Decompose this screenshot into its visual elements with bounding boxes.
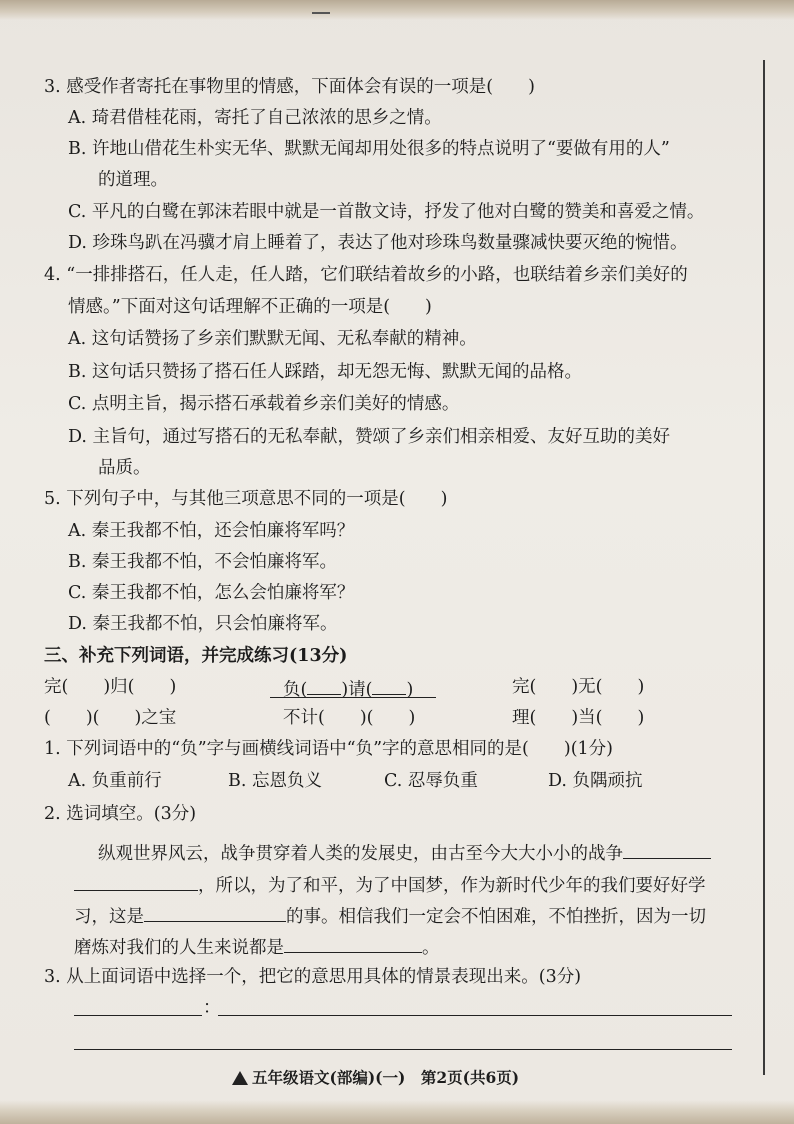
word2-part1: 负( — [283, 680, 308, 700]
sub1-option-c: C. 忍辱负重 — [384, 771, 478, 791]
q4-option-a: A. 这句话赞扬了乡亲们默默无闻、无私奉献的精神。 — [68, 329, 477, 349]
sub2-paragraph-line2 — [74, 872, 706, 897]
q4-option-d: D. 主旨句，通过写搭石的无私奉献，赞颂了乡亲们相亲相爱、友好互助的美好 — [68, 427, 671, 447]
sub2-blank1-end[interactable] — [74, 872, 198, 891]
q4-stem-cont: 情感。”下面对这句话理解不正确的一项是( ) — [68, 297, 432, 317]
q3-option-c: C. 平凡的白鹭在郭沫若眼中就是一首散文诗，抒发了他对白鹭的赞美和喜爱之情。 — [68, 202, 705, 222]
word2-fill1 — [307, 676, 341, 695]
word-blank-6: 理( )当( ) — [512, 708, 645, 728]
sub3-stem: 3. 从上面词语中选择一个，把它的意思用具体的情景表现出来。(3分) — [44, 967, 582, 987]
q3-option-b: B. 许地山借花生朴实无华、默默无闻却用处很多的特点说明了“要做有用的人” — [68, 139, 670, 159]
page-footer — [232, 1066, 519, 1088]
footer-text: 五年级语文(部编)(一) 第2页(共6页) — [252, 1068, 520, 1087]
sub2-blank3[interactable] — [284, 934, 422, 953]
right-border-rule — [763, 60, 765, 1075]
q5-option-a: A. 秦王我都不怕，还会怕廉将军吗？ — [68, 521, 355, 541]
sub1-option-a: A. 负重前行 — [68, 771, 162, 791]
publisher-logo-icon — [232, 1071, 248, 1085]
q5-option-c: C. 秦王我都不怕，怎么会怕廉将军？ — [68, 583, 355, 603]
word-blank-5: 不计( )( ) — [283, 708, 416, 728]
sub3-answer-line1[interactable] — [218, 1015, 732, 1016]
sub2-blank2[interactable] — [144, 903, 286, 922]
sub2-blank1-start[interactable] — [623, 840, 711, 859]
sub3-colon: ： — [203, 998, 221, 1018]
sub2-text2: ，所以，为了和平，为了中国梦，作为新时代少年的我们要好好学 — [198, 876, 706, 896]
word-blank-1: 完( )归( ) — [44, 677, 177, 697]
sub2-stem: 2. 选词填空。(3分) — [44, 804, 197, 824]
page-top-mark — [312, 0, 330, 14]
sub2-text4a: 磨炼对我们的人生来说都是 — [74, 938, 284, 958]
q4-option-c: C. 点明主旨，揭示搭石承载着乡亲们美好的情感。 — [68, 394, 460, 414]
sub2-text3a: 习，这是 — [74, 907, 144, 927]
sub3-answer-line2[interactable] — [74, 1049, 732, 1050]
page-top-edge — [0, 0, 794, 20]
sub2-text1: 纵观世界风云，战争贯穿着人类的发展史，由古至今大大小小的战争 — [98, 844, 623, 864]
sub3-word-line[interactable] — [74, 1015, 202, 1016]
q5-stem: 5. 下列句子中，与其他三项意思不同的一项是( ) — [44, 489, 448, 509]
q5-option-d: D. 秦王我都不怕，只会怕廉将军。 — [68, 614, 338, 634]
q3-option-d: D. 珍珠鸟趴在冯骥才肩上睡着了，表达了他对珍珠鸟数量骤减快要灭绝的惋惜。 — [68, 233, 688, 253]
sub1-option-d: D. 负隅顽抗 — [548, 771, 643, 791]
sub1-stem: 1. 下列词语中的“负”字与画横线词语中“负”字的意思相同的是( )(1分) — [44, 739, 613, 759]
q4-option-b: B. 这句话只赞扬了搭石任人踩踏，却无怨无悔、默默无闻的品格。 — [68, 362, 582, 382]
word-blank-3: 完( )无( ) — [512, 677, 645, 697]
q3-stem: 3. 感受作者寄托在事物里的情感，下面体会有误的一项是( ) — [44, 77, 535, 97]
q5-option-b: B. 秦王我都不怕，不会怕廉将军。 — [68, 552, 337, 572]
q4-stem: 4. “一排排搭石，任人走，任人踏，它们联结着故乡的小路，也联结着乡亲们美好的 — [44, 265, 688, 285]
q3-option-a: A. 琦君借桂花雨，寄托了自己浓浓的思乡之情。 — [68, 108, 442, 128]
page-bottom-edge — [0, 1100, 794, 1124]
sub2-paragraph-line3 — [74, 903, 706, 928]
word2-fill2 — [372, 676, 406, 695]
sub2-paragraph-line4 — [74, 934, 440, 959]
sub2-paragraph-line1 — [98, 840, 711, 865]
word-blank-4: ( )( )之宝 — [44, 708, 177, 728]
sub2-text4b: 。 — [422, 938, 440, 958]
word2-underline — [270, 697, 436, 698]
q3-option-b-cont: 的道理。 — [98, 170, 168, 190]
sub2-text3b: 的事。相信我们一定会不怕困难，不怕挫折，因为一切 — [286, 907, 706, 927]
word2-part3: ) — [406, 680, 414, 700]
sub1-option-b: B. 忘恩负义 — [228, 771, 322, 791]
q4-option-d-cont: 品质。 — [98, 458, 151, 478]
word2-part2: )请( — [341, 680, 373, 700]
section3-title: 三、补充下列词语，并完成练习(13分) — [44, 646, 348, 666]
